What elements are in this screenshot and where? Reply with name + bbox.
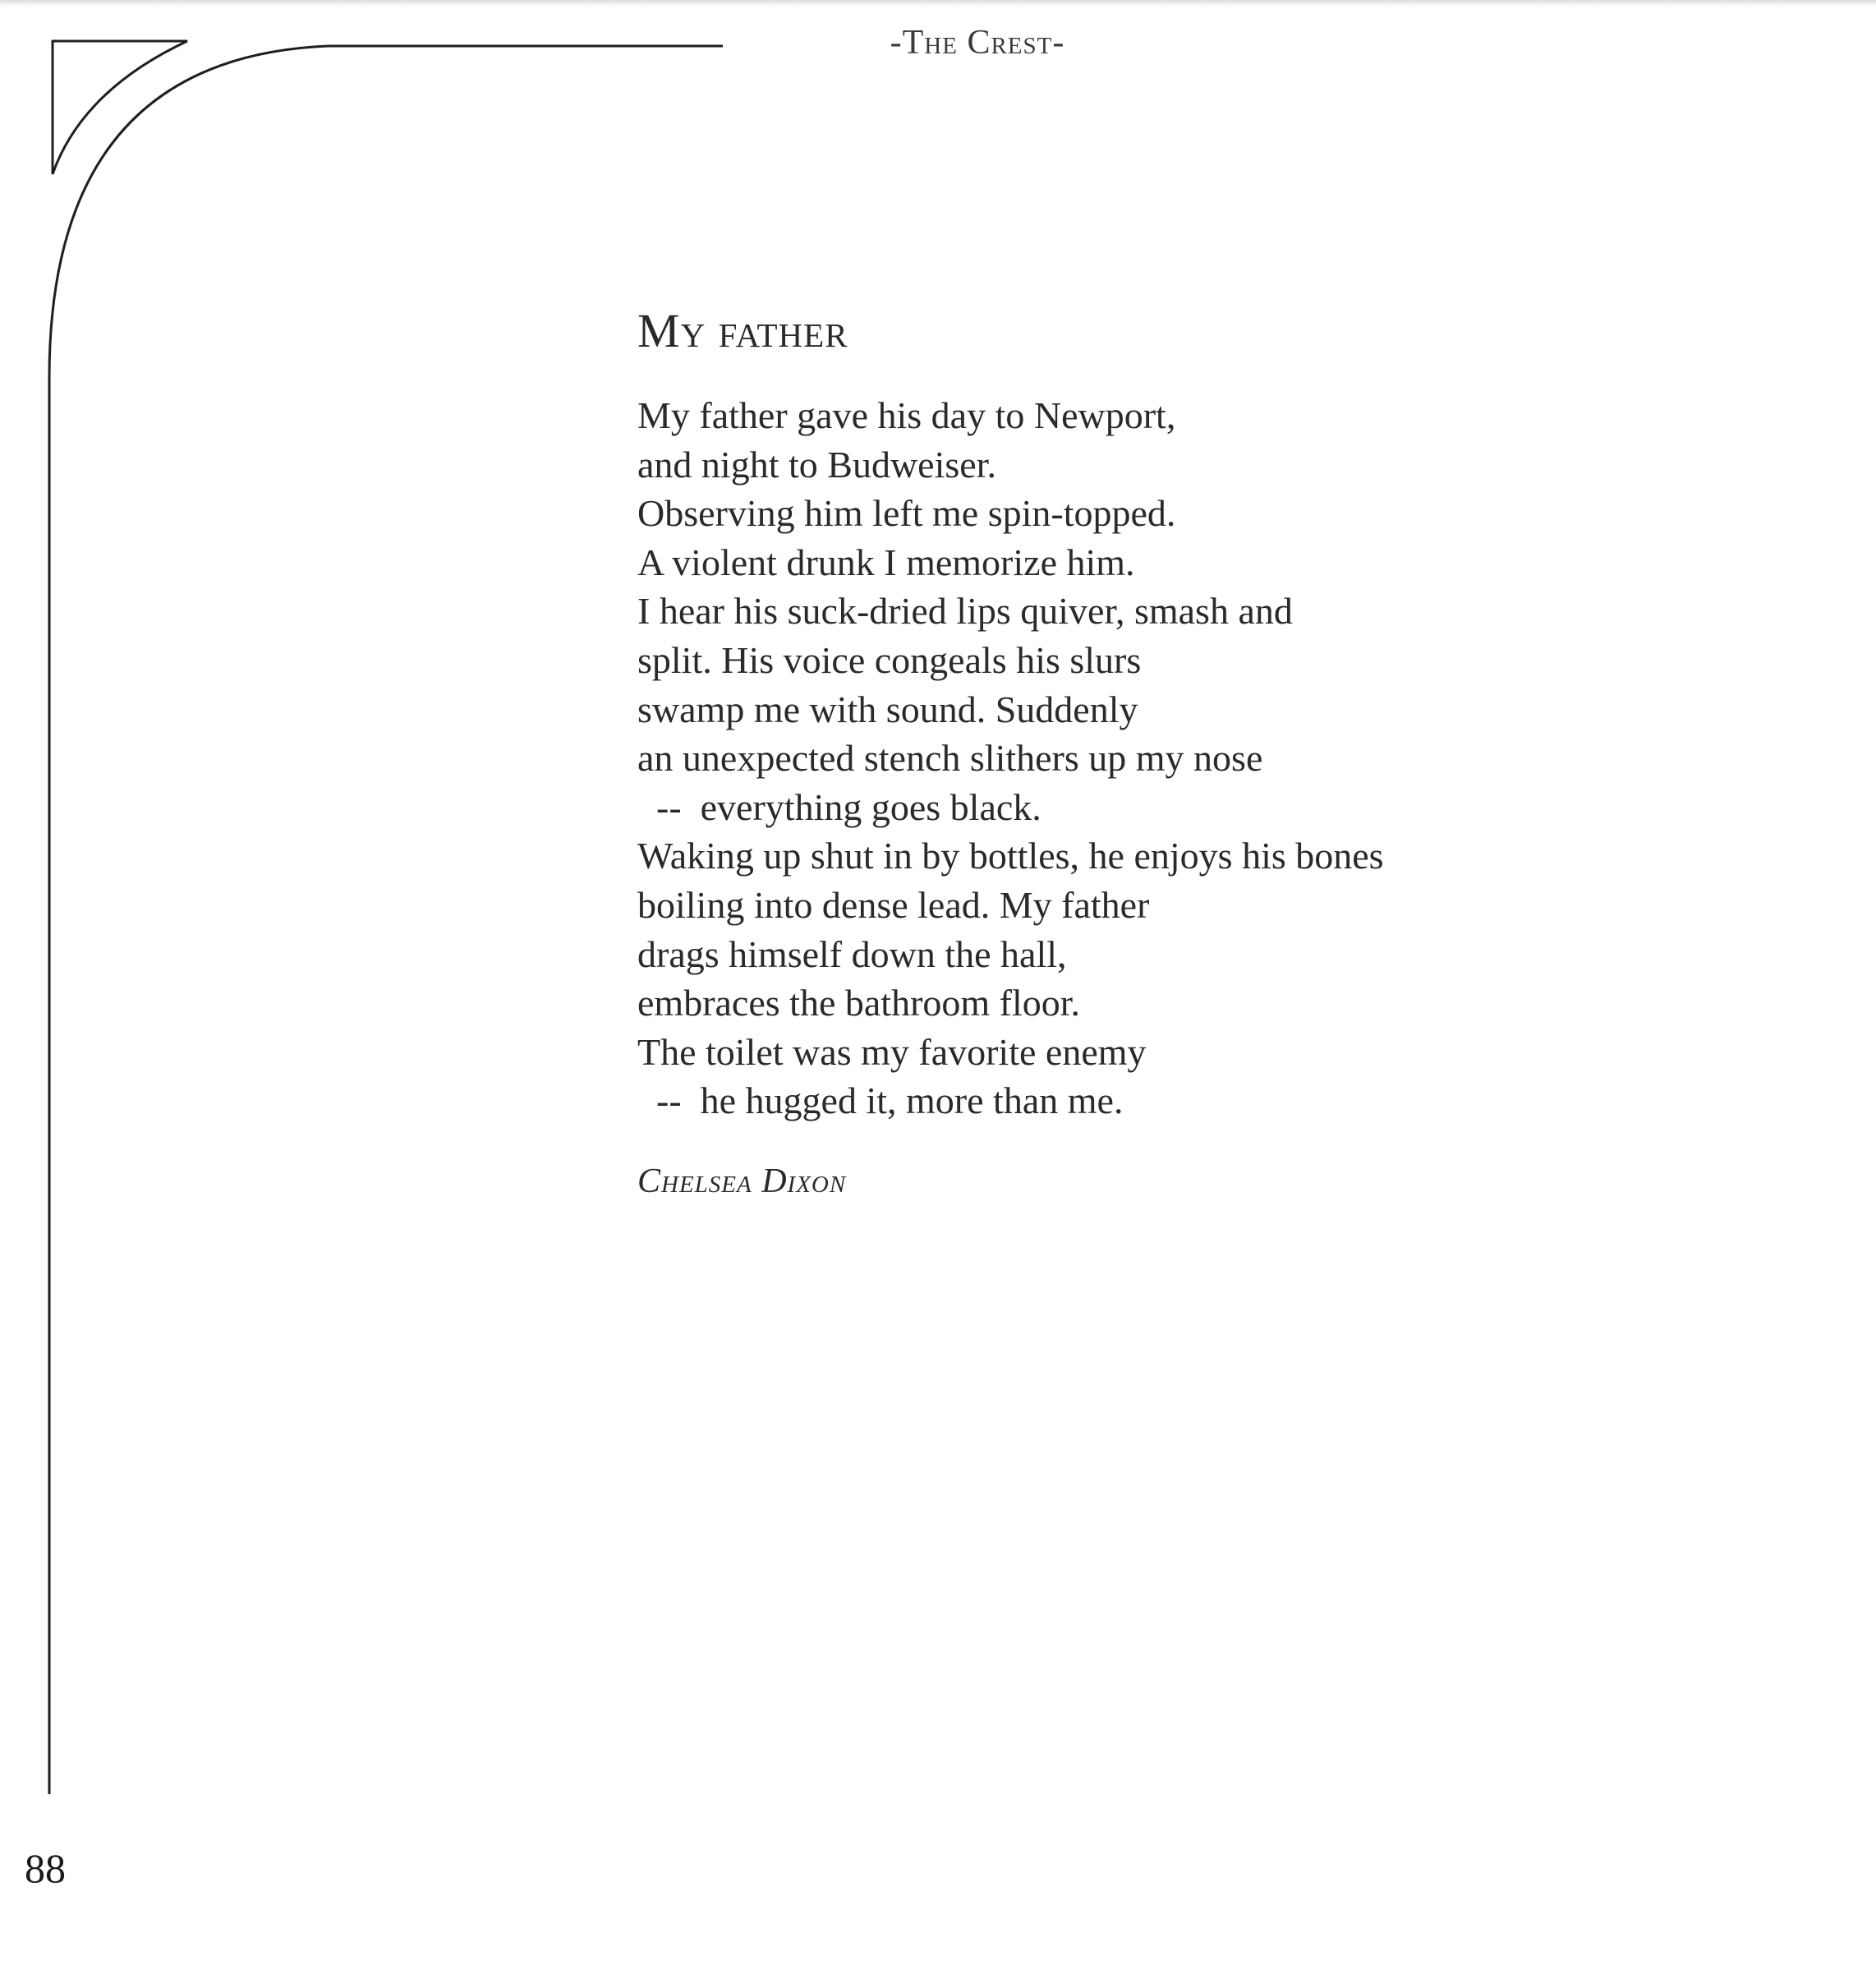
author-byline: Chelsea Dixon	[637, 1162, 847, 1200]
poem-title: My father	[637, 304, 848, 357]
page-number: 88	[25, 1845, 66, 1891]
poem-line: I hear his suck-dried lips quiver, smash and	[637, 590, 1293, 633]
poem-line: My father gave his day to Newport,	[637, 394, 1176, 436]
poem-body	[637, 391, 1705, 1126]
poem-line: Waking up shut in by bottles, he enjoys his bones	[637, 835, 1384, 877]
poem-line: Observing him left me spin-topped.	[637, 492, 1176, 535]
poem-line: split. His voice congeals his slurs	[637, 638, 1142, 681]
poem-line: drags himself down the hall,	[637, 932, 1067, 975]
border-rule-curve	[49, 46, 723, 1794]
running-header: -The Crest-	[890, 24, 1065, 62]
poem	[637, 302, 1705, 1201]
poem-line: boiling into dense lead. My father	[637, 883, 1150, 926]
poem-line: The toilet was my favorite enemy	[637, 1030, 1147, 1073]
poem-line: embraces the bathroom floor.	[637, 982, 1081, 1024]
poem-line: A violent drunk I memorize him.	[637, 541, 1135, 583]
poem-line: an unexpected stench slithers up my nose	[637, 737, 1263, 780]
poem-line: and night to Budweiser.	[637, 443, 996, 486]
corner-triangle	[53, 41, 187, 174]
poem-line: swamp me with sound. Suddenly	[637, 688, 1138, 730]
poem-line: -- everything goes black.	[637, 785, 1041, 828]
poem-line: -- he hugged it, more than me.	[637, 1079, 1124, 1122]
